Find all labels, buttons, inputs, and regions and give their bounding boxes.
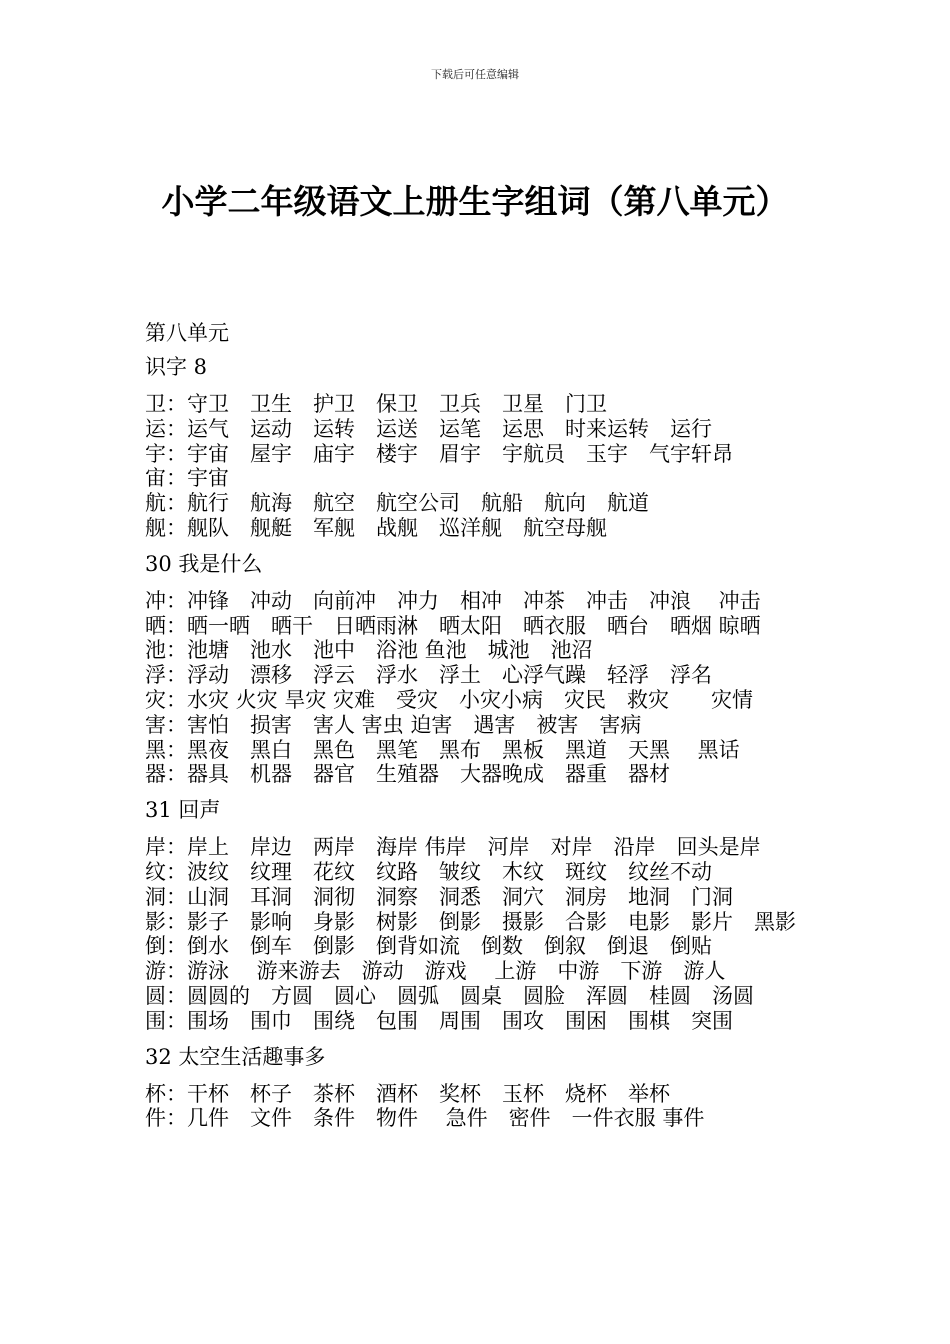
character-word-line: 纹：波纹 纹理 花纹 纹路 皱纹 木纹 斑纹 纹丝不动	[145, 859, 712, 884]
section-heading: 30 我是什么	[145, 551, 263, 576]
section-heading: 32 太空生活趣事多	[145, 1044, 326, 1069]
character-word-line: 卫：守卫 卫生 护卫 保卫 卫兵 卫星 门卫	[145, 392, 607, 416]
sections	[145, 352, 815, 1131]
character-word-line: 圆：圆圆的 方圆 圆心 圆弧 圆桌 圆脸 浑圆 桂圆 汤圆	[145, 983, 754, 1008]
word-list	[145, 1082, 815, 1132]
character-word-line: 冲：冲锋 冲动 向前冲 冲力 相冲 冲茶 冲击 冲浪 冲击	[145, 588, 761, 613]
page-title: 小学二年级语文上册生字组词（第八单元）	[161, 182, 789, 221]
character-word-line: 晒：晒一晒 晒干 日晒雨淋 晒太阳 晒衣服 晒台 晒烟 晾晒	[145, 613, 761, 638]
character-word-line: 倒：倒水 倒车 倒影 倒背如流 倒数 倒叙 倒退 倒贴	[145, 934, 712, 959]
word-list	[145, 392, 815, 541]
character-word-line: 件：几件 文件 条件 物件 急件 密件 一件衣服 事件	[145, 1106, 705, 1131]
character-word-line: 洞：山洞 耳洞 洞彻 洞察 洞悉 洞穴 洞房 地洞 门洞	[145, 884, 733, 909]
character-word-line: 浮：浮动 漂移 浮云 浮水 浮土 心浮气躁 轻浮 浮名	[145, 663, 712, 688]
section-heading: 31 回声	[145, 798, 221, 823]
character-word-line: 杯：干杯 杯子 茶杯 酒杯 奖杯 玉杯 烧杯 举杯	[145, 1081, 670, 1106]
character-word-line: 宇：宇宙 屋宇 庙宇 楼宇 眉宇 宇航员 玉宇 气宇轩昂	[145, 441, 733, 466]
character-word-line: 运：运气 运动 运转 运送 运笔 运思 时来运转 运行	[145, 416, 712, 441]
word-list	[145, 835, 815, 1033]
character-word-line: 游：游泳 游来游去 游动 游戏 上游 中游 下游 游人	[145, 959, 726, 984]
character-word-line: 黑：黑夜 黑白 黑色 黑笔 黑布 黑板 黑道 天黑 黑话	[145, 737, 740, 762]
character-word-line: 岸：岸上 岸边 两岸 海岸 伟岸 河岸 对岸 沿岸 回头是岸	[145, 835, 761, 860]
character-word-line: 舰：舰队 舰艇 军舰 战舰 巡洋舰 航空母舰	[145, 515, 607, 540]
document-body	[145, 318, 815, 1139]
section-heading: 识字 8	[145, 355, 208, 379]
character-word-line: 池：池塘 池水 池中 浴池 鱼池 城池 池沼	[145, 638, 593, 663]
character-word-line: 影：影子 影响 身影 树影 倒影 摄影 合影 电影 影片 黑影	[145, 909, 796, 934]
character-word-line: 宙：宇宙	[145, 466, 229, 491]
unit-heading: 第八单元	[145, 321, 229, 345]
character-word-line: 器：器具 机器 器官 生殖器 大器晚成 器重 器材	[145, 762, 670, 787]
page-header: 下载后可任意编辑	[431, 68, 519, 81]
character-word-line: 灾：水灾 火灾 旱灾 灾难 受灾 小灾小病 灾民 救灾 灾情	[145, 687, 754, 712]
character-word-line: 围：围场 围巾 围绕 包围 周围 围攻 围困 围棋 突围	[145, 1008, 733, 1033]
character-word-line: 航：航行 航海 航空 航空公司 航船 航向 航道	[145, 491, 649, 516]
word-list	[145, 589, 815, 787]
character-word-line: 害：害怕 损害 害人 害虫 迫害 遇害 被害 害病	[145, 712, 642, 737]
